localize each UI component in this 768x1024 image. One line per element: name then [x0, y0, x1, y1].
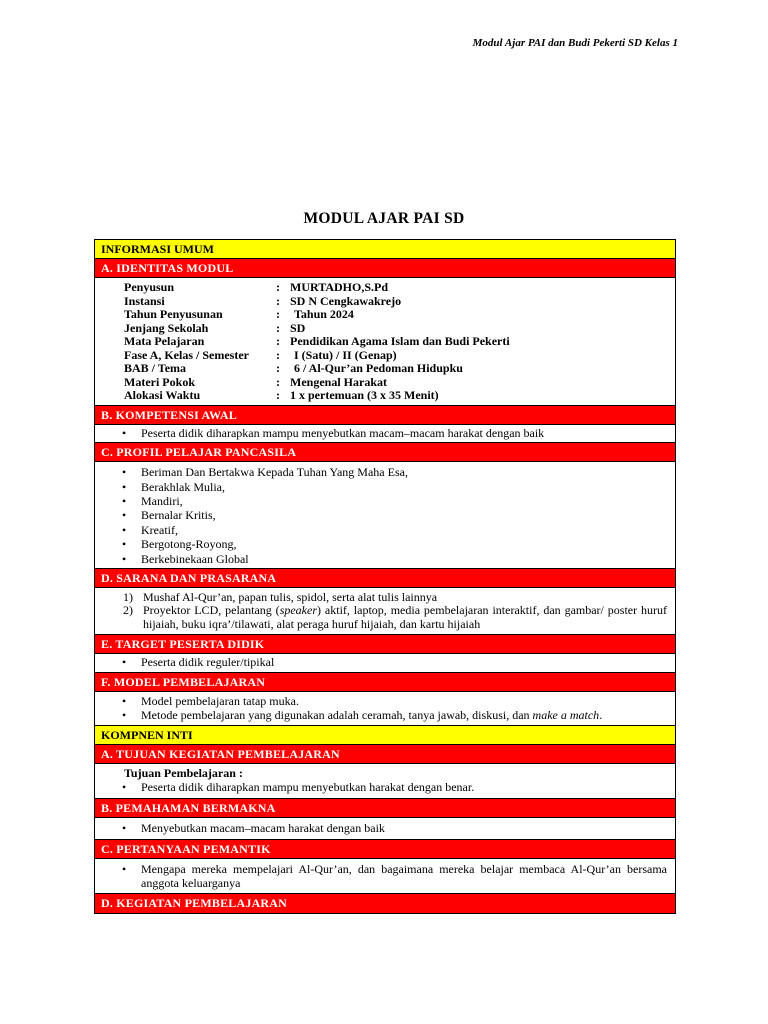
identitas-row	[124, 281, 675, 295]
list-item	[105, 709, 667, 723]
section-pemahaman-heading: B. PEMAHAMAN BERMAKNA	[95, 799, 675, 818]
identitas-row	[124, 349, 675, 363]
colon: :	[276, 320, 280, 335]
list-item: • Peserta didik diharapkan mampu menyebutkan harakat dengan benar.	[105, 781, 667, 795]
identitas-label: Fase A, Kelas / Semester	[124, 347, 249, 362]
colon: :	[276, 374, 280, 389]
list-item: • Kreatif,	[105, 523, 667, 537]
item-text	[143, 604, 667, 631]
identitas-row	[124, 362, 675, 376]
section-kompetensi-heading: B. KOMPETENSI AWAL	[95, 406, 675, 425]
model-block	[95, 692, 675, 727]
item-text-part: Metode pembelajaran yang digunakan adalah ceramah, tanya jawab, diskusi, dan	[141, 707, 533, 722]
target-block	[95, 654, 675, 673]
section-komponen-inti: KOMPNEN INTI	[95, 726, 675, 745]
list-item: • Bernalar Kritis,	[105, 508, 667, 522]
header-note: Modul Ajar PAI dan Budi Pekerti SD Kelas 1	[472, 37, 678, 49]
colon: :	[276, 334, 280, 348]
identitas-row	[124, 335, 675, 349]
item-text-part: Proyektor LCD, pelantang (	[143, 603, 280, 618]
identitas-value: Mengenal Harakat	[290, 374, 387, 389]
colon: :	[276, 280, 280, 294]
italic-term: speaker	[279, 603, 318, 618]
item-text-part: .	[599, 707, 603, 722]
section-target-heading: E. TARGET PESERTA DIDIK	[95, 635, 675, 654]
identitas-label: Alokasi Waktu	[124, 388, 201, 402]
identitas-row	[124, 389, 675, 403]
colon: :	[276, 307, 280, 321]
identitas-row	[124, 308, 675, 322]
identitas-value: Pendidikan Agama Islam dan Budi Pekerti	[290, 334, 510, 348]
list-item: • Beriman Dan Bertakwa Kepada Tuhan Yang Maha Esa,	[105, 465, 667, 479]
identitas-value: 6 / Al-Qur’an Pedoman Hidupku	[294, 361, 463, 375]
section-tujuan-heading: A. TUJUAN KEGIATAN PEMBELAJARAN	[95, 745, 675, 764]
section-profil-heading: C. PROFIL PELAJAR PANCASILA	[95, 443, 675, 462]
section-identitas-heading: A. IDENTITAS MODUL	[95, 259, 675, 278]
list-item: • Bergotong-Royong,	[105, 537, 667, 551]
tujuan-subheading: Tujuan Pembelajaran :	[124, 766, 243, 781]
identitas-block	[95, 278, 675, 406]
identitas-value: Tahun 2024	[294, 307, 354, 321]
colon: :	[276, 293, 280, 308]
identitas-label: BAB / Tema	[124, 361, 187, 375]
identitas-value: MURTADHO,S.Pd	[290, 280, 389, 294]
numbered-item	[105, 604, 667, 631]
identitas-label: Mata Pelajaran	[124, 334, 205, 348]
identitas-row	[124, 295, 675, 309]
list-item: • Peserta didik diharapkan mampu menyebutkan macam–macam harakat dengan baik	[105, 427, 667, 441]
identitas-label: Instansi	[124, 293, 165, 308]
tujuan-block	[95, 764, 675, 798]
identitas-row	[124, 376, 675, 390]
sarana-block	[95, 588, 675, 635]
identitas-row	[124, 322, 675, 336]
colon: :	[276, 347, 280, 362]
colon: :	[276, 361, 280, 375]
item-number: 1)	[123, 589, 133, 604]
kompetensi-block	[95, 425, 675, 444]
list-item: • Peserta didik reguler/tipikal	[105, 656, 667, 670]
italic-term: make a match	[532, 707, 600, 722]
identitas-label: Penyusun	[124, 280, 175, 294]
item-number: 2)	[123, 603, 133, 618]
identitas-label: Materi Pokok	[124, 374, 195, 389]
list-item: • Menyebutkan macam–macam harakat dengan baik	[105, 822, 667, 836]
identitas-value: SD	[290, 320, 306, 335]
section-sarana-heading: D. SARANA DAN PRASARANA	[95, 569, 675, 588]
numbered-item	[105, 591, 667, 604]
section-model-heading: F. MODEL PEMBELAJARAN	[95, 673, 675, 692]
item-text-part: ) aktif, laptop, media pembelajaran interaktif, dan gambar/ poster huruf hijaiah, buku iqra’/tilawati, alat peraga huruf hijaiah, dan kartu hijaiah	[143, 603, 668, 631]
identitas-value: 1 x pertemuan (3 x 35 Menit)	[290, 388, 439, 402]
pemahaman-block	[95, 818, 675, 841]
profil-block	[95, 462, 675, 569]
identitas-label: Jenjang Sekolah	[124, 320, 209, 335]
section-kegiatan-heading: D. KEGIATAN PEMBELAJARAN	[95, 894, 675, 913]
section-informasi-umum: INFORMASI UMUM	[95, 240, 675, 259]
pertanyaan-block	[95, 859, 675, 894]
list-item: • Mengapa mereka mempelajari Al-Qur’an, dan bagaimana mereka belajar membaca Al-Qur’an bersama anggota keluarganya	[105, 863, 667, 890]
list-item: • Berkebinekaan Global	[105, 552, 667, 566]
identitas-label: Tahun Penyusunan	[124, 307, 223, 321]
list-item: • Mandiri,	[105, 494, 667, 508]
module-table	[94, 239, 676, 914]
list-item: • Model pembelajaran tatap muka.	[105, 695, 667, 709]
section-pertanyaan-heading: C. PERTANYAAN PEMANTIK	[95, 840, 675, 859]
identitas-value: I (Satu) / II (Genap)	[294, 347, 397, 362]
identitas-value: SD N Cengkawakrejo	[290, 293, 402, 308]
document-title: MODUL AJAR PAI SD	[303, 210, 465, 227]
colon: :	[276, 388, 280, 402]
item-text: Mushaf Al-Qur’an, papan tulis, spidol, serta alat tulis lainnya	[143, 589, 438, 604]
list-item: • Berakhlak Mulia,	[105, 480, 667, 494]
